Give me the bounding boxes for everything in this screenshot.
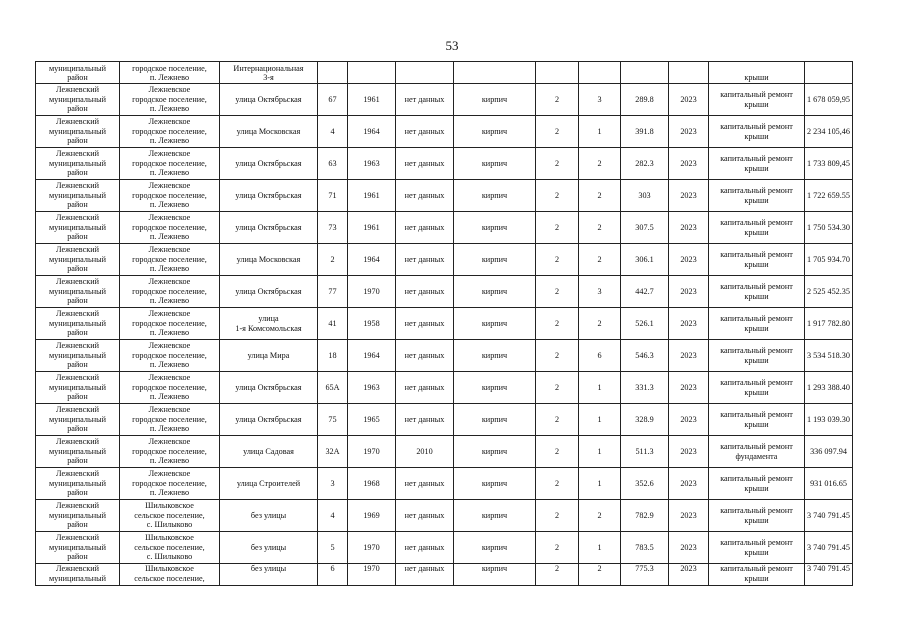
cell-settlement: городское поселение, п. Лежнево (120, 62, 220, 84)
cell-overhaul-year: нет данных (396, 180, 454, 212)
cell-overhaul-year: нет данных (396, 276, 454, 308)
table-row (36, 340, 853, 372)
cell-build-year: 1964 (348, 244, 396, 276)
cell-overhaul-year: 2010 (396, 436, 454, 468)
cell-overhaul-year: нет данных (396, 84, 454, 116)
cell-street: улица Октябрьская (220, 148, 318, 180)
cell-entrances: 1 (579, 404, 621, 436)
cell-floors: 2 (536, 564, 579, 586)
cell-floors: 2 (536, 372, 579, 404)
cell-street: улица Октябрьская (220, 180, 318, 212)
cell-house-number: 65А (318, 372, 348, 404)
cell-area: 442.7 (621, 276, 669, 308)
table-row (36, 532, 853, 564)
cell-street: улица Московская (220, 116, 318, 148)
cell-plan-year: 2023 (669, 276, 709, 308)
cell-plan-year (669, 62, 709, 84)
cell-work-type: капитальный ремонт крыши (709, 148, 805, 180)
cell-work-type: капитальный ремонт крыши (709, 180, 805, 212)
cell-area: 328.9 (621, 404, 669, 436)
cell-floors: 2 (536, 532, 579, 564)
cell-settlement: Лежневское городское поселение, п. Лежнево (120, 84, 220, 116)
cell-entrances: 2 (579, 564, 621, 586)
cell-house-number: 6 (318, 564, 348, 586)
cell-overhaul-year: нет данных (396, 468, 454, 500)
cell-district: муниципальный район (36, 62, 120, 84)
cell-floors: 2 (536, 468, 579, 500)
cell-settlement: Лежневское городское поселение, п. Лежнево (120, 148, 220, 180)
cell-district: Лежневский муниципальный (36, 564, 120, 586)
cell-district: Лежневский муниципальный район (36, 404, 120, 436)
cell-district: Лежневский муниципальный район (36, 180, 120, 212)
cell-build-year: 1961 (348, 212, 396, 244)
cell-house-number: 32А (318, 436, 348, 468)
cell-build-year: 1961 (348, 180, 396, 212)
cell-settlement: Лежневское городское поселение, п. Лежнево (120, 244, 220, 276)
cell-area: 289.8 (621, 84, 669, 116)
cell-settlement: Лежневское городское поселение, п. Лежнево (120, 212, 220, 244)
cell-work-type: капитальный ремонт крыши (709, 84, 805, 116)
cell-district: Лежневский муниципальный район (36, 116, 120, 148)
cell-wall-material: кирпич (454, 404, 536, 436)
cell-street: Интернациональная 3-я (220, 62, 318, 84)
cell-plan-year: 2023 (669, 564, 709, 586)
cell-overhaul-year: нет данных (396, 244, 454, 276)
cell-cost: 2 234 105,46 (805, 116, 853, 148)
cell-work-type: капитальный ремонт крыши (709, 532, 805, 564)
cell-overhaul-year: нет данных (396, 500, 454, 532)
cell-area: 303 (621, 180, 669, 212)
table-row (36, 404, 853, 436)
cell-street: улица Октябрьская (220, 404, 318, 436)
cell-plan-year: 2023 (669, 340, 709, 372)
cell-district: Лежневский муниципальный район (36, 308, 120, 340)
cell-work-type: капитальный ремонт крыши (709, 340, 805, 372)
cell-street: улица Московская (220, 244, 318, 276)
cell-entrances: 1 (579, 372, 621, 404)
cell-area: 352.6 (621, 468, 669, 500)
cell-plan-year: 2023 (669, 244, 709, 276)
cell-plan-year: 2023 (669, 436, 709, 468)
cell-street: улица Мира (220, 340, 318, 372)
cell-wall-material: кирпич (454, 276, 536, 308)
cell-area: 511.3 (621, 436, 669, 468)
cell-entrances: 1 (579, 532, 621, 564)
cell-cost: 1 733 809,45 (805, 148, 853, 180)
cell-work-type: капитальный ремонт крыши (709, 468, 805, 500)
cell-wall-material: кирпич (454, 148, 536, 180)
cell-plan-year: 2023 (669, 532, 709, 564)
cell-wall-material: кирпич (454, 340, 536, 372)
cell-district: Лежневский муниципальный район (36, 372, 120, 404)
cell-build-year: 1961 (348, 84, 396, 116)
cell-wall-material: кирпич (454, 244, 536, 276)
cell-area: 282.3 (621, 148, 669, 180)
cell-overhaul-year (396, 62, 454, 84)
cell-district: Лежневский муниципальный район (36, 532, 120, 564)
cell-build-year: 1970 (348, 276, 396, 308)
cell-cost: 1 722 659.55 (805, 180, 853, 212)
table-row (36, 500, 853, 532)
cell-build-year: 1968 (348, 468, 396, 500)
cell-house-number: 67 (318, 84, 348, 116)
table-row (36, 436, 853, 468)
cell-work-type: капитальный ремонт крыши (709, 116, 805, 148)
cell-plan-year: 2023 (669, 404, 709, 436)
cell-cost: 931 016.65 (805, 468, 853, 500)
cell-wall-material: кирпич (454, 308, 536, 340)
cell-overhaul-year: нет данных (396, 148, 454, 180)
cell-work-type: капитальный ремонт крыши (709, 372, 805, 404)
table-row (36, 148, 853, 180)
cell-plan-year: 2023 (669, 500, 709, 532)
cell-overhaul-year: нет данных (396, 404, 454, 436)
cell-floors: 2 (536, 212, 579, 244)
cell-build-year: 1963 (348, 372, 396, 404)
cell-floors: 2 (536, 436, 579, 468)
table-row (36, 212, 853, 244)
cell-area (621, 62, 669, 84)
cell-house-number: 4 (318, 116, 348, 148)
cell-house-number (318, 62, 348, 84)
table-row (36, 116, 853, 148)
cell-settlement: Шилыковское сельское поселение, с. Шилыково (120, 532, 220, 564)
page-number: 53 (445, 38, 459, 53)
cell-floors: 2 (536, 500, 579, 532)
cell-area: 307.5 (621, 212, 669, 244)
cell-house-number: 4 (318, 500, 348, 532)
cell-house-number: 73 (318, 212, 348, 244)
cell-cost: 1 705 934.70 (805, 244, 853, 276)
cell-area: 782.9 (621, 500, 669, 532)
table-row (36, 84, 853, 116)
cell-entrances (579, 62, 621, 84)
cell-floors: 2 (536, 148, 579, 180)
cell-entrances: 2 (579, 212, 621, 244)
cell-build-year: 1970 (348, 532, 396, 564)
cell-plan-year: 2023 (669, 180, 709, 212)
cell-floors: 2 (536, 404, 579, 436)
cell-house-number: 63 (318, 148, 348, 180)
cell-overhaul-year: нет данных (396, 340, 454, 372)
table-row (36, 468, 853, 500)
cell-wall-material: кирпич (454, 372, 536, 404)
cell-overhaul-year: нет данных (396, 372, 454, 404)
table-row (36, 62, 853, 84)
cell-district: Лежневский муниципальный район (36, 148, 120, 180)
cell-street: без улицы (220, 500, 318, 532)
cell-build-year: 1964 (348, 116, 396, 148)
cell-district: Лежневский муниципальный район (36, 436, 120, 468)
cell-settlement: Лежневское городское поселение, п. Лежнево (120, 116, 220, 148)
cell-house-number: 3 (318, 468, 348, 500)
cell-overhaul-year: нет данных (396, 564, 454, 586)
cell-floors: 2 (536, 244, 579, 276)
cell-build-year: 1970 (348, 564, 396, 586)
cell-area: 783.5 (621, 532, 669, 564)
cell-street: улица Октябрьская (220, 276, 318, 308)
cell-settlement: Шилыковское сельское поселение, с. Шилыково (120, 500, 220, 532)
cell-entrances: 2 (579, 244, 621, 276)
cell-work-type: капитальный ремонт крыши (709, 212, 805, 244)
cell-entrances: 6 (579, 340, 621, 372)
cell-cost: 1 193 039.30 (805, 404, 853, 436)
cell-settlement: Лежневское городское поселение, п. Лежнево (120, 468, 220, 500)
cell-area: 331.3 (621, 372, 669, 404)
cell-entrances: 1 (579, 436, 621, 468)
cell-street: улица 1-я Комсомольская (220, 308, 318, 340)
cell-wall-material: кирпич (454, 500, 536, 532)
cell-house-number: 71 (318, 180, 348, 212)
cell-wall-material: кирпич (454, 564, 536, 586)
cell-plan-year: 2023 (669, 116, 709, 148)
cell-cost: 336 097.94 (805, 436, 853, 468)
cell-house-number: 5 (318, 532, 348, 564)
cell-build-year: 1964 (348, 340, 396, 372)
cell-district: Лежневский муниципальный район (36, 340, 120, 372)
cell-floors: 2 (536, 276, 579, 308)
cell-work-type: капитальный ремонт крыши (709, 404, 805, 436)
registry-table (35, 61, 853, 586)
cell-plan-year: 2023 (669, 372, 709, 404)
cell-area: 546.3 (621, 340, 669, 372)
cell-wall-material (454, 62, 536, 84)
cell-cost: 1 678 059,95 (805, 84, 853, 116)
cell-plan-year: 2023 (669, 212, 709, 244)
cell-settlement: Лежневское городское поселение, п. Лежнево (120, 404, 220, 436)
cell-house-number: 2 (318, 244, 348, 276)
cell-overhaul-year: нет данных (396, 116, 454, 148)
cell-entrances: 2 (579, 180, 621, 212)
cell-build-year: 1958 (348, 308, 396, 340)
cell-district: Лежневский муниципальный район (36, 468, 120, 500)
cell-floors: 2 (536, 180, 579, 212)
cell-settlement: Шилыковское сельское поселение, (120, 564, 220, 586)
cell-cost: 1 750 534.30 (805, 212, 853, 244)
cell-overhaul-year: нет данных (396, 532, 454, 564)
cell-street: улица Октябрьская (220, 212, 318, 244)
cell-build-year: 1963 (348, 148, 396, 180)
cell-house-number: 18 (318, 340, 348, 372)
cell-area: 526.1 (621, 308, 669, 340)
cell-floors: 2 (536, 308, 579, 340)
cell-build-year (348, 62, 396, 84)
cell-house-number: 75 (318, 404, 348, 436)
cell-settlement: Лежневское городское поселение, п. Лежнево (120, 372, 220, 404)
cell-street: улица Октябрьская (220, 84, 318, 116)
cell-street: улица Садовая (220, 436, 318, 468)
cell-settlement: Лежневское городское поселение, п. Лежнево (120, 436, 220, 468)
cell-street: улица Строителей (220, 468, 318, 500)
cell-cost: 2 525 452.35 (805, 276, 853, 308)
cell-work-type: крыши (709, 62, 805, 84)
cell-house-number: 41 (318, 308, 348, 340)
cell-floors: 2 (536, 340, 579, 372)
cell-overhaul-year: нет данных (396, 308, 454, 340)
cell-entrances: 2 (579, 308, 621, 340)
cell-plan-year: 2023 (669, 84, 709, 116)
cell-floors: 2 (536, 116, 579, 148)
cell-wall-material: кирпич (454, 180, 536, 212)
cell-wall-material: кирпич (454, 84, 536, 116)
cell-district: Лежневский муниципальный район (36, 244, 120, 276)
cell-area: 775.3 (621, 564, 669, 586)
cell-work-type: капитальный ремонт крыши (709, 276, 805, 308)
cell-district: Лежневский муниципальный район (36, 84, 120, 116)
table-row (36, 372, 853, 404)
cell-entrances: 3 (579, 276, 621, 308)
cell-cost: 3 740 791.45 (805, 500, 853, 532)
cell-entrances: 2 (579, 500, 621, 532)
cell-settlement: Лежневское городское поселение, п. Лежнево (120, 340, 220, 372)
cell-wall-material: кирпич (454, 212, 536, 244)
table-row (36, 564, 853, 586)
cell-work-type: капитальный ремонт крыши (709, 564, 805, 586)
cell-house-number: 77 (318, 276, 348, 308)
cell-entrances: 2 (579, 148, 621, 180)
cell-district: Лежневский муниципальный район (36, 276, 120, 308)
cell-street: улица Октябрьская (220, 372, 318, 404)
table-row (36, 308, 853, 340)
cell-work-type: капитальный ремонт фундамента (709, 436, 805, 468)
table-row (36, 244, 853, 276)
cell-floors: 2 (536, 84, 579, 116)
cell-wall-material: кирпич (454, 436, 536, 468)
table-row (36, 276, 853, 308)
cell-area: 306.1 (621, 244, 669, 276)
cell-area: 391.8 (621, 116, 669, 148)
cell-plan-year: 2023 (669, 308, 709, 340)
cell-district: Лежневский муниципальный район (36, 212, 120, 244)
cell-entrances: 1 (579, 468, 621, 500)
cell-cost: 1 293 388.40 (805, 372, 853, 404)
cell-wall-material: кирпич (454, 116, 536, 148)
cell-settlement: Лежневское городское поселение, п. Лежнево (120, 308, 220, 340)
cell-settlement: Лежневское городское поселение, п. Лежнево (120, 276, 220, 308)
cell-floors (536, 62, 579, 84)
cell-build-year: 1969 (348, 500, 396, 532)
cell-street: без улицы (220, 564, 318, 586)
cell-build-year: 1965 (348, 404, 396, 436)
cell-plan-year: 2023 (669, 468, 709, 500)
cell-cost: 3 740 791.45 (805, 564, 853, 586)
cell-wall-material: кирпич (454, 532, 536, 564)
cell-settlement: Лежневское городское поселение, п. Лежнево (120, 180, 220, 212)
cell-work-type: капитальный ремонт крыши (709, 244, 805, 276)
cell-cost: 3 740 791.45 (805, 532, 853, 564)
cell-cost: 1 917 782.80 (805, 308, 853, 340)
table-row (36, 180, 853, 212)
cell-cost: 3 534 518.30 (805, 340, 853, 372)
cell-wall-material: кирпич (454, 468, 536, 500)
cell-work-type: капитальный ремонт крыши (709, 308, 805, 340)
cell-overhaul-year: нет данных (396, 212, 454, 244)
cell-plan-year: 2023 (669, 148, 709, 180)
cell-street: без улицы (220, 532, 318, 564)
cell-work-type: капитальный ремонт крыши (709, 500, 805, 532)
cell-district: Лежневский муниципальный район (36, 500, 120, 532)
cell-entrances: 1 (579, 116, 621, 148)
cell-entrances: 3 (579, 84, 621, 116)
cell-build-year: 1970 (348, 436, 396, 468)
cell-cost (805, 62, 853, 84)
